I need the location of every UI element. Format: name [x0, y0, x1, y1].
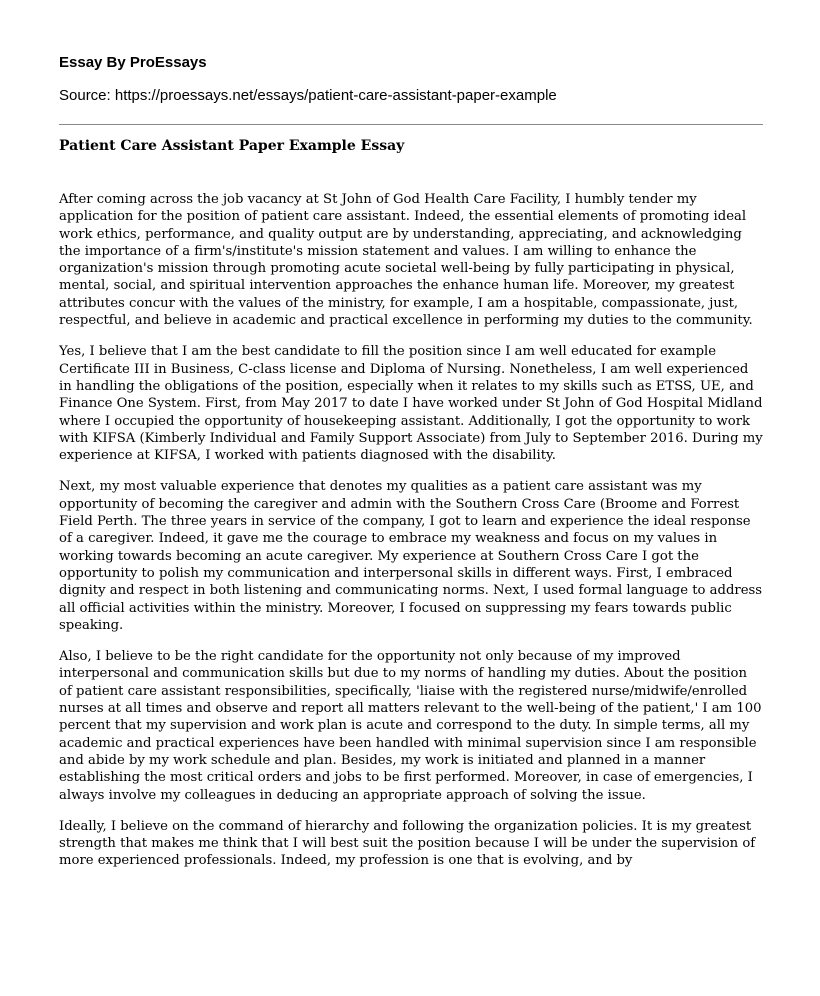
source-line: Source: https://proessays.net/essays/patient-care-assistant-paper-example: [59, 87, 557, 104]
site-title: Essay By ProEssays: [59, 54, 207, 71]
essay-paragraph: Yes, I believe that I am the best candidate to fill the position since I am well educated for example Certificate III in Business, C-class license and Diploma of Nursing. Nonetheless, I am well experienced in handling the obligations of the position, especially when it relates to my skills such as ETSS, UE, and Finance One System. First, from May 2017 to date I have worked under St John of God Hospital Midland where I occupied the opportunity of housekeeping assistant. Additionally, I got the opportunity to work with KIFSA (Kimberly Individual and Family Support Associate) from July to September 2016. During my experience at KIFSA, I worked with patients diagnosed with the disability.: [59, 344, 763, 464]
essay-paragraph: Next, my most valuable experience that denotes my qualities as a patient care assistant was my opportunity of becoming the caregiver and admin with the Southern Cross Care (Broome and Forrest Field Perth. The three years in service of the company, I got to learn and experience the ideal response of a caregiver. Indeed, it gave me the courage to embrace my weakness and focus on my values in working towards becoming an acute caregiver. My experience at Southern Cross Care I got the opportunity to polish my communication and interpersonal skills in different ways. First, I embraced dignity and respect in both listening and communicating norms. Next, I used formal language to address all official activities within the ministry. Moreover, I focused on suppressing my fears towards public speaking.: [59, 479, 763, 633]
document-page: [59, 54, 763, 884]
essay-body: [59, 191, 763, 870]
essay-title: Patient Care Assistant Paper Example Essay: [59, 138, 405, 154]
essay-paragraph: Also, I believe to be the right candidate for the opportunity not only because of my improved interpersonal and communication skills but due to my norms of handling my duties. About the position of patient care assistant responsibilities, specifically, 'liaise with the registered nurse/midwife/enrolled nurses at all times and observe and report all matters relevant to the well-being of the patient,' I am 100 percent that my supervision and work plan is acute and correspond to the duty. In simple terms, all my academic and practical experiences have been handled with minimal supervision since I am responsible and abide by my work schedule and plan. Besides, my work is initiated and planned in a manner establishing the most critical orders and jobs to be first performed. Moreover, in case of emergencies, I always involve my colleagues in deducing an appropriate approach of solving the issue.: [59, 649, 762, 803]
essay-paragraph: After coming across the job vacancy at St John of God Health Care Facility, I humbly tender my application for the position of patient care assistant. Indeed, the essential elements of promoting ideal work ethics, performance, and quality output are by understanding, appreciating, and acknowledging the importance of a firm's/institute's mission statement and values. I am willing to enhance the organization's mission through promoting acute societal well-being by fully participating in physical, mental, social, and spiritual intervention approaches the enhance human life. Moreover, my greatest attributes concur with the values of the ministry, for example, I am a hospitable, compassionate, just, respectful, and believe in academic and practical excellence in performing my duties to the community.: [59, 192, 753, 329]
essay-paragraph: Ideally, I believe on the command of hierarchy and following the organization policies. It is my greatest strength that makes me think that I will best suit the position because I will be under the supervision of more experienced professionals. Indeed, my profession is one that is evolving, and by: [59, 818, 756, 869]
header-divider: [59, 124, 763, 125]
